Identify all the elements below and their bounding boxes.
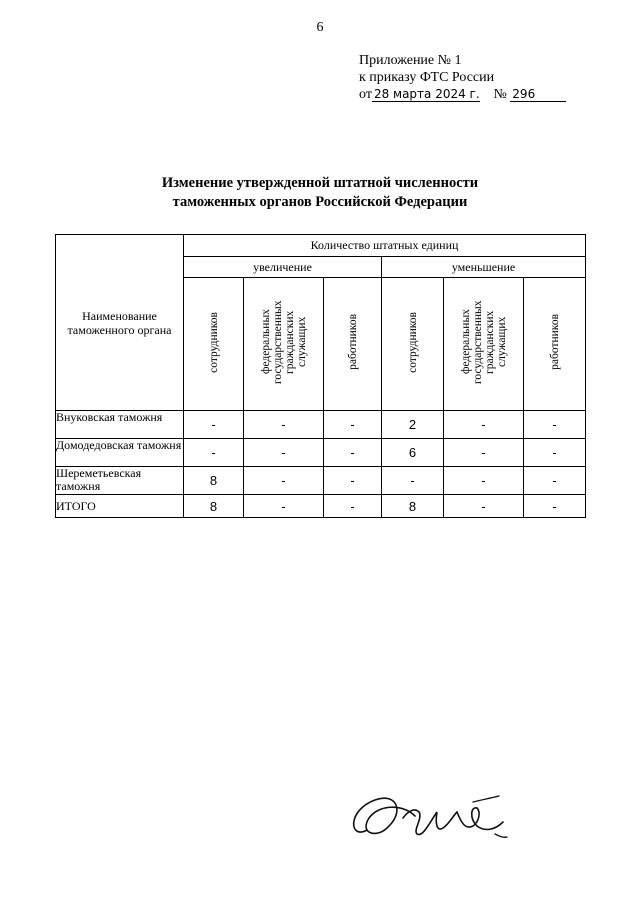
title-line2: таможенных органов Российской Федерации [172, 194, 468, 210]
table-cell: - [324, 439, 382, 467]
table-row-total [56, 495, 586, 518]
table-cell: - [184, 439, 244, 467]
table-row [56, 439, 586, 467]
number-prefix: № [493, 87, 507, 102]
table-cell: 8 [382, 495, 444, 518]
table-cell: - [324, 411, 382, 439]
header-col-1-label: сотрудников [207, 311, 220, 373]
table-cell: - [382, 467, 444, 495]
order-date: 28 марта 2024 г. [373, 87, 480, 101]
table-cell: 2 [382, 411, 444, 439]
table-cell: - [524, 439, 586, 467]
table-cell: - [244, 439, 324, 467]
table-cell: - [244, 467, 324, 495]
header-col-5 [444, 278, 524, 411]
row-name: Внуковская таможня [56, 411, 184, 439]
table-cell: - [444, 467, 524, 495]
table-cell: - [184, 411, 244, 439]
header-col-4 [382, 278, 444, 411]
header-increase: увеличение [184, 257, 382, 278]
table-cell: - [444, 495, 524, 518]
header-col-5-label: федеральных государственных гражданских служащих [459, 300, 508, 384]
header-col-4-label: сотрудников [406, 311, 419, 373]
document-title [0, 174, 640, 212]
header-col-6-label: работников [548, 314, 561, 370]
row-name: ИТОГО [56, 495, 184, 518]
header-col-2-label: федеральных государственных гражданских служащих [259, 300, 308, 384]
header-col-3 [324, 278, 382, 411]
title-line1: Изменение утвержденной штатной численности [161, 175, 479, 191]
page-number: 6 [316, 20, 324, 35]
table-cell: - [444, 411, 524, 439]
table-cell: 8 [184, 495, 244, 518]
table-cell: - [524, 467, 586, 495]
header-staff-units: Количество штатных единиц [184, 235, 586, 257]
header-col-3-label: работников [346, 314, 359, 370]
appendix-line2: к приказу ФТС России [359, 70, 495, 85]
table-row [56, 467, 586, 495]
handwritten-signature [345, 782, 515, 857]
header-name: Наименование таможенного органа [56, 235, 184, 411]
header-col-6 [524, 278, 586, 411]
header-col-1 [184, 278, 244, 411]
table-row [56, 411, 586, 439]
table-cell: - [324, 467, 382, 495]
appendix-date-line [359, 86, 566, 103]
order-number: 296 [510, 87, 566, 102]
row-name: Домодедовская таможня [56, 439, 184, 467]
header-decrease: уменьшение [382, 257, 586, 278]
table-cell: - [324, 495, 382, 518]
header-col-2 [244, 278, 324, 411]
table-cell: - [524, 495, 586, 518]
table-cell: - [524, 411, 586, 439]
row-name: Шереметьевская таможня [56, 467, 184, 495]
appendix-line1: Приложение № 1 [359, 53, 462, 68]
table-cell: 6 [382, 439, 444, 467]
date-prefix: от [359, 87, 372, 102]
staffing-table [55, 234, 586, 518]
appendix-block [359, 52, 566, 103]
table-cell: 8 [184, 467, 244, 495]
table-cell: - [244, 495, 324, 518]
table-cell: - [444, 439, 524, 467]
table-cell: - [244, 411, 324, 439]
